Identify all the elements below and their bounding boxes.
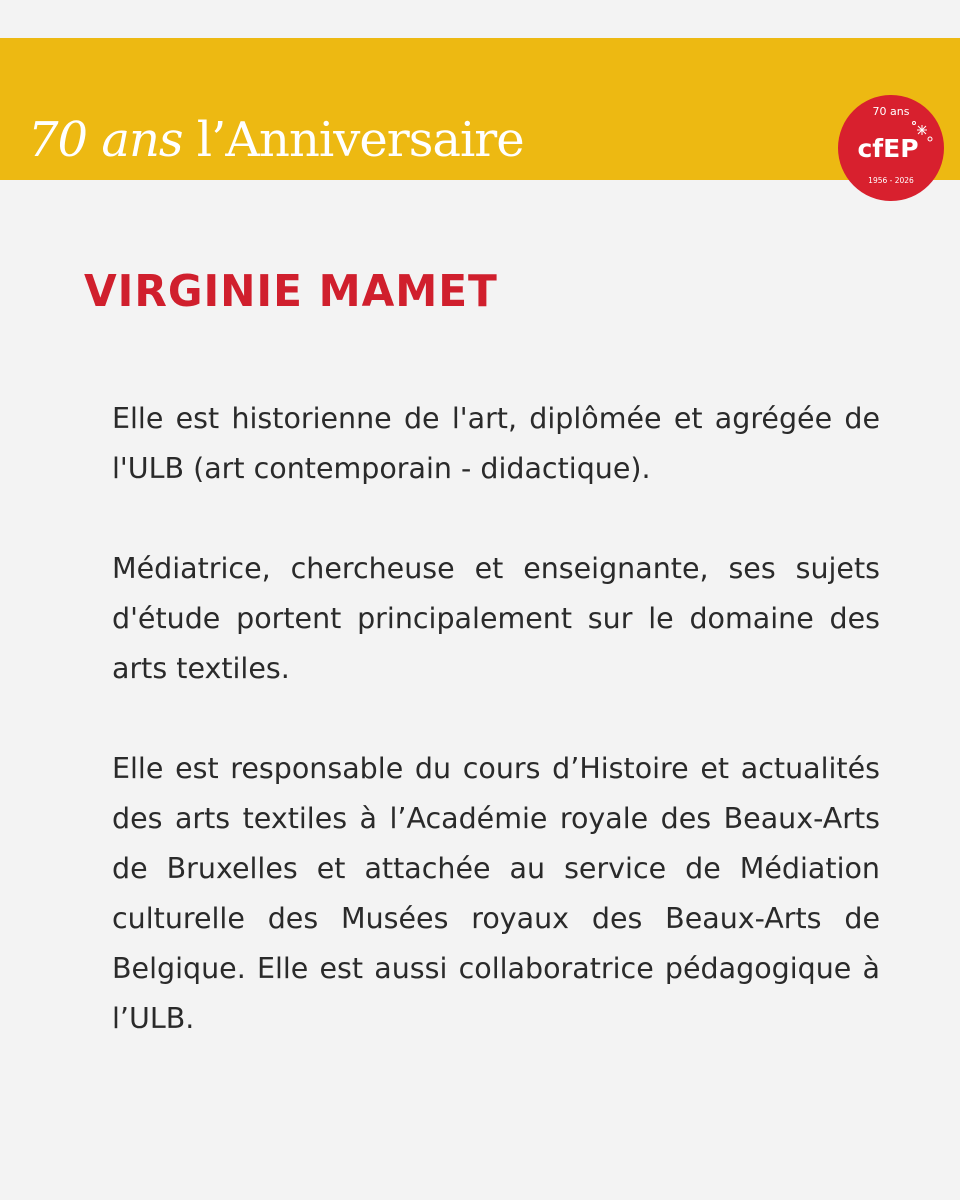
cfep-logo-graphic bbox=[838, 95, 944, 201]
bio-paragraph: Elle est historienne de l'art, diplômée et agrégée de l'ULB (art contemporain - didactique). bbox=[112, 402, 880, 485]
logo-years-label: 70 ans bbox=[872, 105, 910, 118]
person-name: VIRGINIE MAMET bbox=[84, 266, 498, 317]
banner-title-years: 70 ans bbox=[28, 112, 183, 168]
logo-dates: 1956 - 2026 bbox=[868, 176, 914, 185]
bio-paragraph: Elle est responsable du cours d’Histoire et actualités des arts textiles à l’Académie royale des Beaux-Arts de Bruxelles et attachée au service de Médiation culturelle des Musées royaux des Beaux-Arts de Belgique. Elle est aussi collaboratrice pédagogique à l’ULB. bbox=[112, 752, 880, 1035]
bio-paragraph: Médiatrice, chercheuse et enseignante, ses sujets d'étude portent principalement sur le domaine des arts textiles. bbox=[112, 552, 880, 685]
logo-brand: cfEP bbox=[857, 134, 919, 163]
banner-title bbox=[28, 112, 524, 168]
anniversary-banner bbox=[0, 38, 960, 185]
banner-title-text: l’Anniversaire bbox=[196, 112, 524, 168]
cfep-logo bbox=[838, 95, 944, 201]
biography bbox=[112, 394, 880, 1094]
